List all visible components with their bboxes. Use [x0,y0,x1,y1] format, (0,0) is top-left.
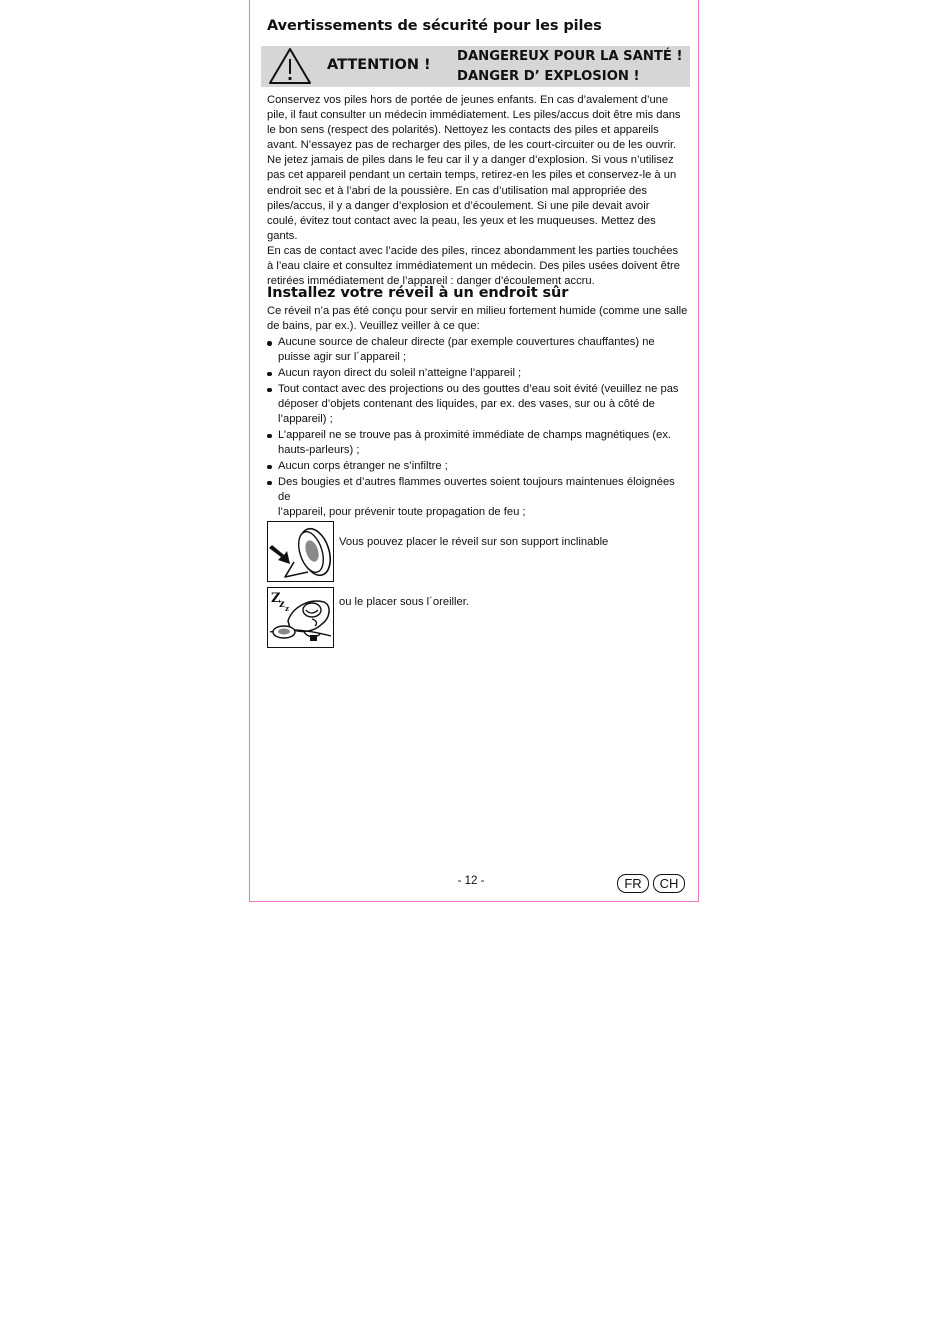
text-line: Aucune source de chaleur directe (par exemple couvertures chauffantes) ne [278,336,655,348]
text-line: pile, il faut consulter un médecin immédiatement. Les piles/accus doit être mis dans [267,109,681,122]
list-item [267,382,689,427]
text-line: pas cet appareil pendant un certain temps, retirez-en les piles et conservez-le à un [267,169,677,182]
battery-safety-heading: Avertissements de sécurité pour les piles [267,18,602,34]
install-heading: Installez votre réveil à un endroit sûr [267,285,569,301]
text-line: coulé, évitez tout contact avec la peau, les yeux et les muqueuses. Mettez des gants. [267,214,656,242]
language-badge-fr: FR [617,874,649,893]
text-line: Des bougies et d’autres flammes ouvertes soient toujours maintenues éloignées de [278,475,675,503]
text-line: L’appareil ne se trouve pas à proximité immédiate de champs magnétiques (ex. [278,428,672,441]
text-line: l’appareil, pour prévenir toute propagation de feu ; [278,506,526,519]
text-line: déposer d’objets contenant des liquides, par ex. des vases, sur ou à côté de [278,397,655,410]
text-line: Aucun rayon direct du soleil n’atteigne l’appareil ; [278,366,522,379]
svg-text:Z: Z [271,591,281,606]
clock-on-stand-icon [267,521,334,582]
text-line: Ne jetez jamais de piles dans le feu car il y a danger d’explosion. Si vous n’utilisez [267,154,674,167]
list-item [267,475,689,520]
battery-safety-text [267,93,689,289]
danger-text [457,47,683,87]
warning-triangle-icon [268,47,312,85]
language-badge-ch: CH [653,874,685,893]
text-line: de bains, par ex.). Veuillez veiller à ce que: [267,320,480,333]
text-line: Aucun corps étranger ne s’infiltre ; [278,459,448,472]
pillow-caption: ou le placer sous l´oreiller. [339,596,469,608]
install-intro [267,304,689,334]
text-line: piles/accus, il y a danger d’explosion et d’écoulement. Si une pile devait avoir [267,199,650,212]
list-item [267,366,689,381]
list-item [267,335,689,365]
clock-under-pillow-icon [267,587,334,648]
list-item [267,428,689,458]
list-item [267,459,689,474]
text-line: Ce réveil n’a pas été conçu pour servir en milieu fortement humide (comme une salle [267,305,688,317]
attention-label: ATTENTION ! [327,57,431,73]
text-line: retirées immédiatement de l’appareil : danger d’écoulement accru. [267,275,595,288]
svg-text:z: z [285,604,289,613]
text-line: Conservez vos piles hors de portée de jeunes enfants. En cas d’avalement d’une [267,94,669,106]
svg-text:z: z [279,599,285,610]
text-line: Tout contact avec des projections ou des gouttes d’eau soit évité (veuillez ne pas [278,382,679,395]
text-line: à l’eau claire et consultez immédiatement un médecin. Des piles usées doivent être [267,260,680,273]
text-line: avant. N’essayez pas de recharger des piles, de les court-circuiter ou de les ouvrir. [267,139,677,152]
text-line: En cas de contact avec l’acide des piles, rincez abondamment les parties touchées [267,244,679,257]
install-conditions-list [267,335,689,521]
danger-health-line: DANGEREUX POUR LA SANTÉ ! [457,49,683,64]
stand-caption: Vous pouvez placer le réveil sur son support inclinable [339,536,609,548]
text-line: puisse agir sur l´appareil ; [278,351,407,364]
text-line: l’appareil) ; [278,413,333,426]
manual-page [249,0,699,902]
warning-banner [261,46,690,87]
text-line: le bon sens (respect des polarités). Nettoyez les contacts des piles et appareils [267,124,659,137]
page-number: - 12 - [457,875,485,887]
danger-explosion-line: DANGER D’ EXPLOSION ! [457,69,640,84]
text-line: endroit sec et à l’abri de la poussière. En cas d’utilisation mal appropriée des [267,184,647,197]
text-line: hauts-parleurs) ; [278,444,360,457]
